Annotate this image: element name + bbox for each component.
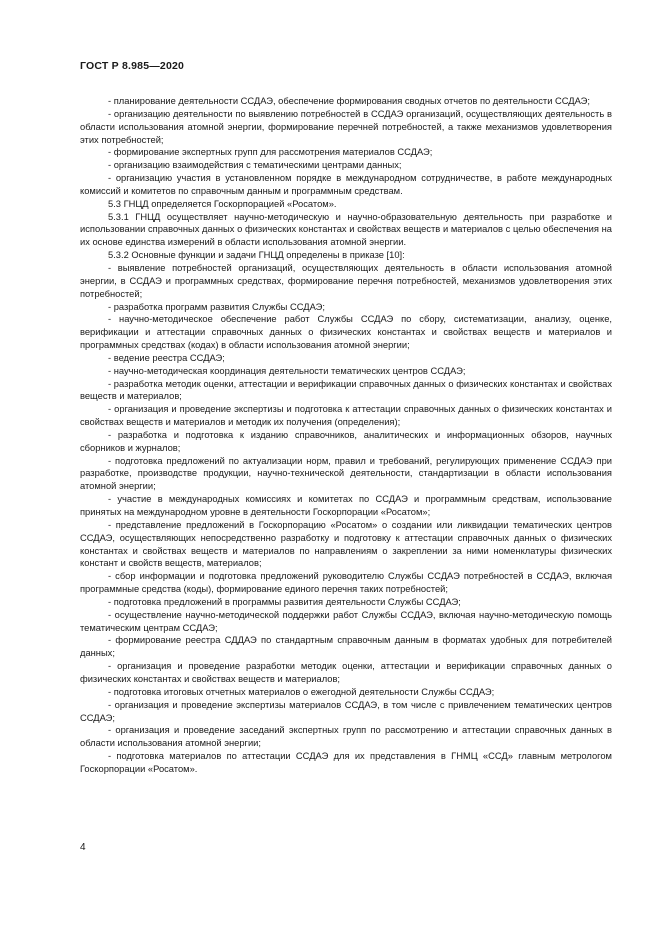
page-number: 4	[80, 842, 86, 853]
list-item: - организация и проведение заседаний экспертных групп по рассмотрению и аттестации справочных данных в области использования атомной энергии;	[80, 725, 612, 749]
list-item: - разработка методик оценки, аттестации и верификации справочных данных о физических константах и свойствах веществ и материалов;	[80, 378, 612, 402]
paragraph: 5.3.1 ГНЦД осуществляет научно-методическую и научно-образовательную деятельность при разработке и использовании справочных данных о физических константах и свойствах веществ и материалов с целью обеспечения на их основе единства измерений в области использования атомной энергии.	[80, 211, 612, 248]
section-heading: 5.3 ГНЦД определяется Госкорпорацией «Росатом».	[108, 198, 337, 209]
list-item: - осуществление научно-методической поддержки работ Службы ССДАЭ, включая научно-методическую помощь тематическим центрам ССДАЭ;	[80, 609, 612, 633]
list-item: - разработка и подготовка к изданию справочников, аналитических и информационных обзоров, научных сборников и журналов;	[80, 429, 612, 453]
paragraph: - организацию взаимодействия с тематическими центрами данных;	[108, 160, 402, 171]
list-item: - организация и проведение разработки методик оценки, аттестации и верификации справочных данных о физических константах и свойствах веществ и материалов;	[80, 661, 612, 684]
paragraph: - организацию деятельности по выявлению потребностей в ССДАЭ организаций, осуществляющих деятельность в области использования атомной энергии, формирование перечней потребностей, а также механизмов удовлетворения этих потребностей;	[80, 108, 612, 145]
list-item: - научно-методическое обеспечение работ Службы ССДАЭ по сбору, систематизации, анализу, оценке, верификации и аттестации справочных данных о физических константах и свойствах веществ и материалов и программных средствах (кодах) в области использования атомной энергии;	[80, 314, 612, 351]
list-item: - сбор информации и подготовка предложений руководителю Службы ССДАЭ потребностей в ССДАЭ, включая программные средства (коды), формирование единого перечня таких потребностей;	[80, 571, 612, 595]
list-item: - ведение реестра ССДАЭ;	[108, 352, 225, 363]
list-item: - подготовка предложений по актуализации норм, правил и требований, регулирующих применение ССДАЭ при разработке, производстве продукции, научно-технической деятельности, стандартизации в области использования атомной энергии;	[80, 455, 612, 492]
paragraph: - планирование деятельности ССДАЭ, обеспечение формирования сводных отчетов по деятельности ССДАЭ;	[108, 96, 590, 106]
document-body	[80, 95, 612, 776]
list-item: - формирование реестра СДДАЭ по стандартным справочным данным в форматах удобных для потребителей данных;	[80, 635, 612, 659]
list-item: - организация и проведение экспертизы и подготовка к аттестации справочных данных о физических константах и свойствах веществ и материалов и методик их получения (определения);	[80, 404, 612, 428]
list-item: - научно-методическая координация деятельности тематических центров ССДАЭ;	[108, 365, 466, 376]
list-item: - разработка программ развития Службы ССДАЭ;	[108, 301, 325, 312]
list-item: - подготовка материалов по аттестации ССДАЭ для их представления в ГНМЦ «ССД» главным метрологом Госкорпорации «Росатом».	[80, 751, 612, 774]
list-item: - подготовка итоговых отчетных материалов о ежегодной деятельности Службы ССДАЭ;	[108, 686, 495, 697]
document-header: ГОСТ Р 8.985—2020	[80, 60, 185, 72]
list-item: - выявление потребностей организаций, осуществляющих деятельность в области использования атомной энергии, в ССДАЭ и программных средствах, формирование перечня потребностей, механизмов удовлетворения этих потребностей;	[80, 262, 612, 299]
paragraph: - организацию участия в установленном порядке в международном сотрудничестве, в работе международных комиссий и комитетов по справочным данным и программным средствам.	[80, 173, 612, 196]
list-item: - подготовка предложений в программы развития деятельности Службы ССДАЭ;	[108, 596, 461, 607]
paragraph: - формирование экспертных групп для рассмотрения материалов ССДАЭ;	[108, 147, 433, 158]
section-heading: 5.3.2 Основные функции и задачи ГНЦД определены в приказе [10]:	[108, 250, 405, 261]
list-item: - организация и проведение экспертизы материалов ССДАЭ, в том числе с привлечением тематических центров ССДАЭ;	[80, 699, 612, 723]
list-item: - участие в международных комиссиях и комитетах по ССДАЭ и программным средствам, использование принятых на международном уровне в деятельности Госкорпорации «Росатом»;	[80, 494, 612, 517]
list-item: - представление предложений в Госкорпорацию «Росатом» о создании или ликвидации тематических центров ССДАЭ, осуществляющих непосредственно разработку и подготовку к аттестации справочных данных о физических константах и свойствах веществ и материалов по направлениям о закреплении за ними номенклатуры физических констант и свойств веществ, материалов;	[80, 519, 612, 569]
